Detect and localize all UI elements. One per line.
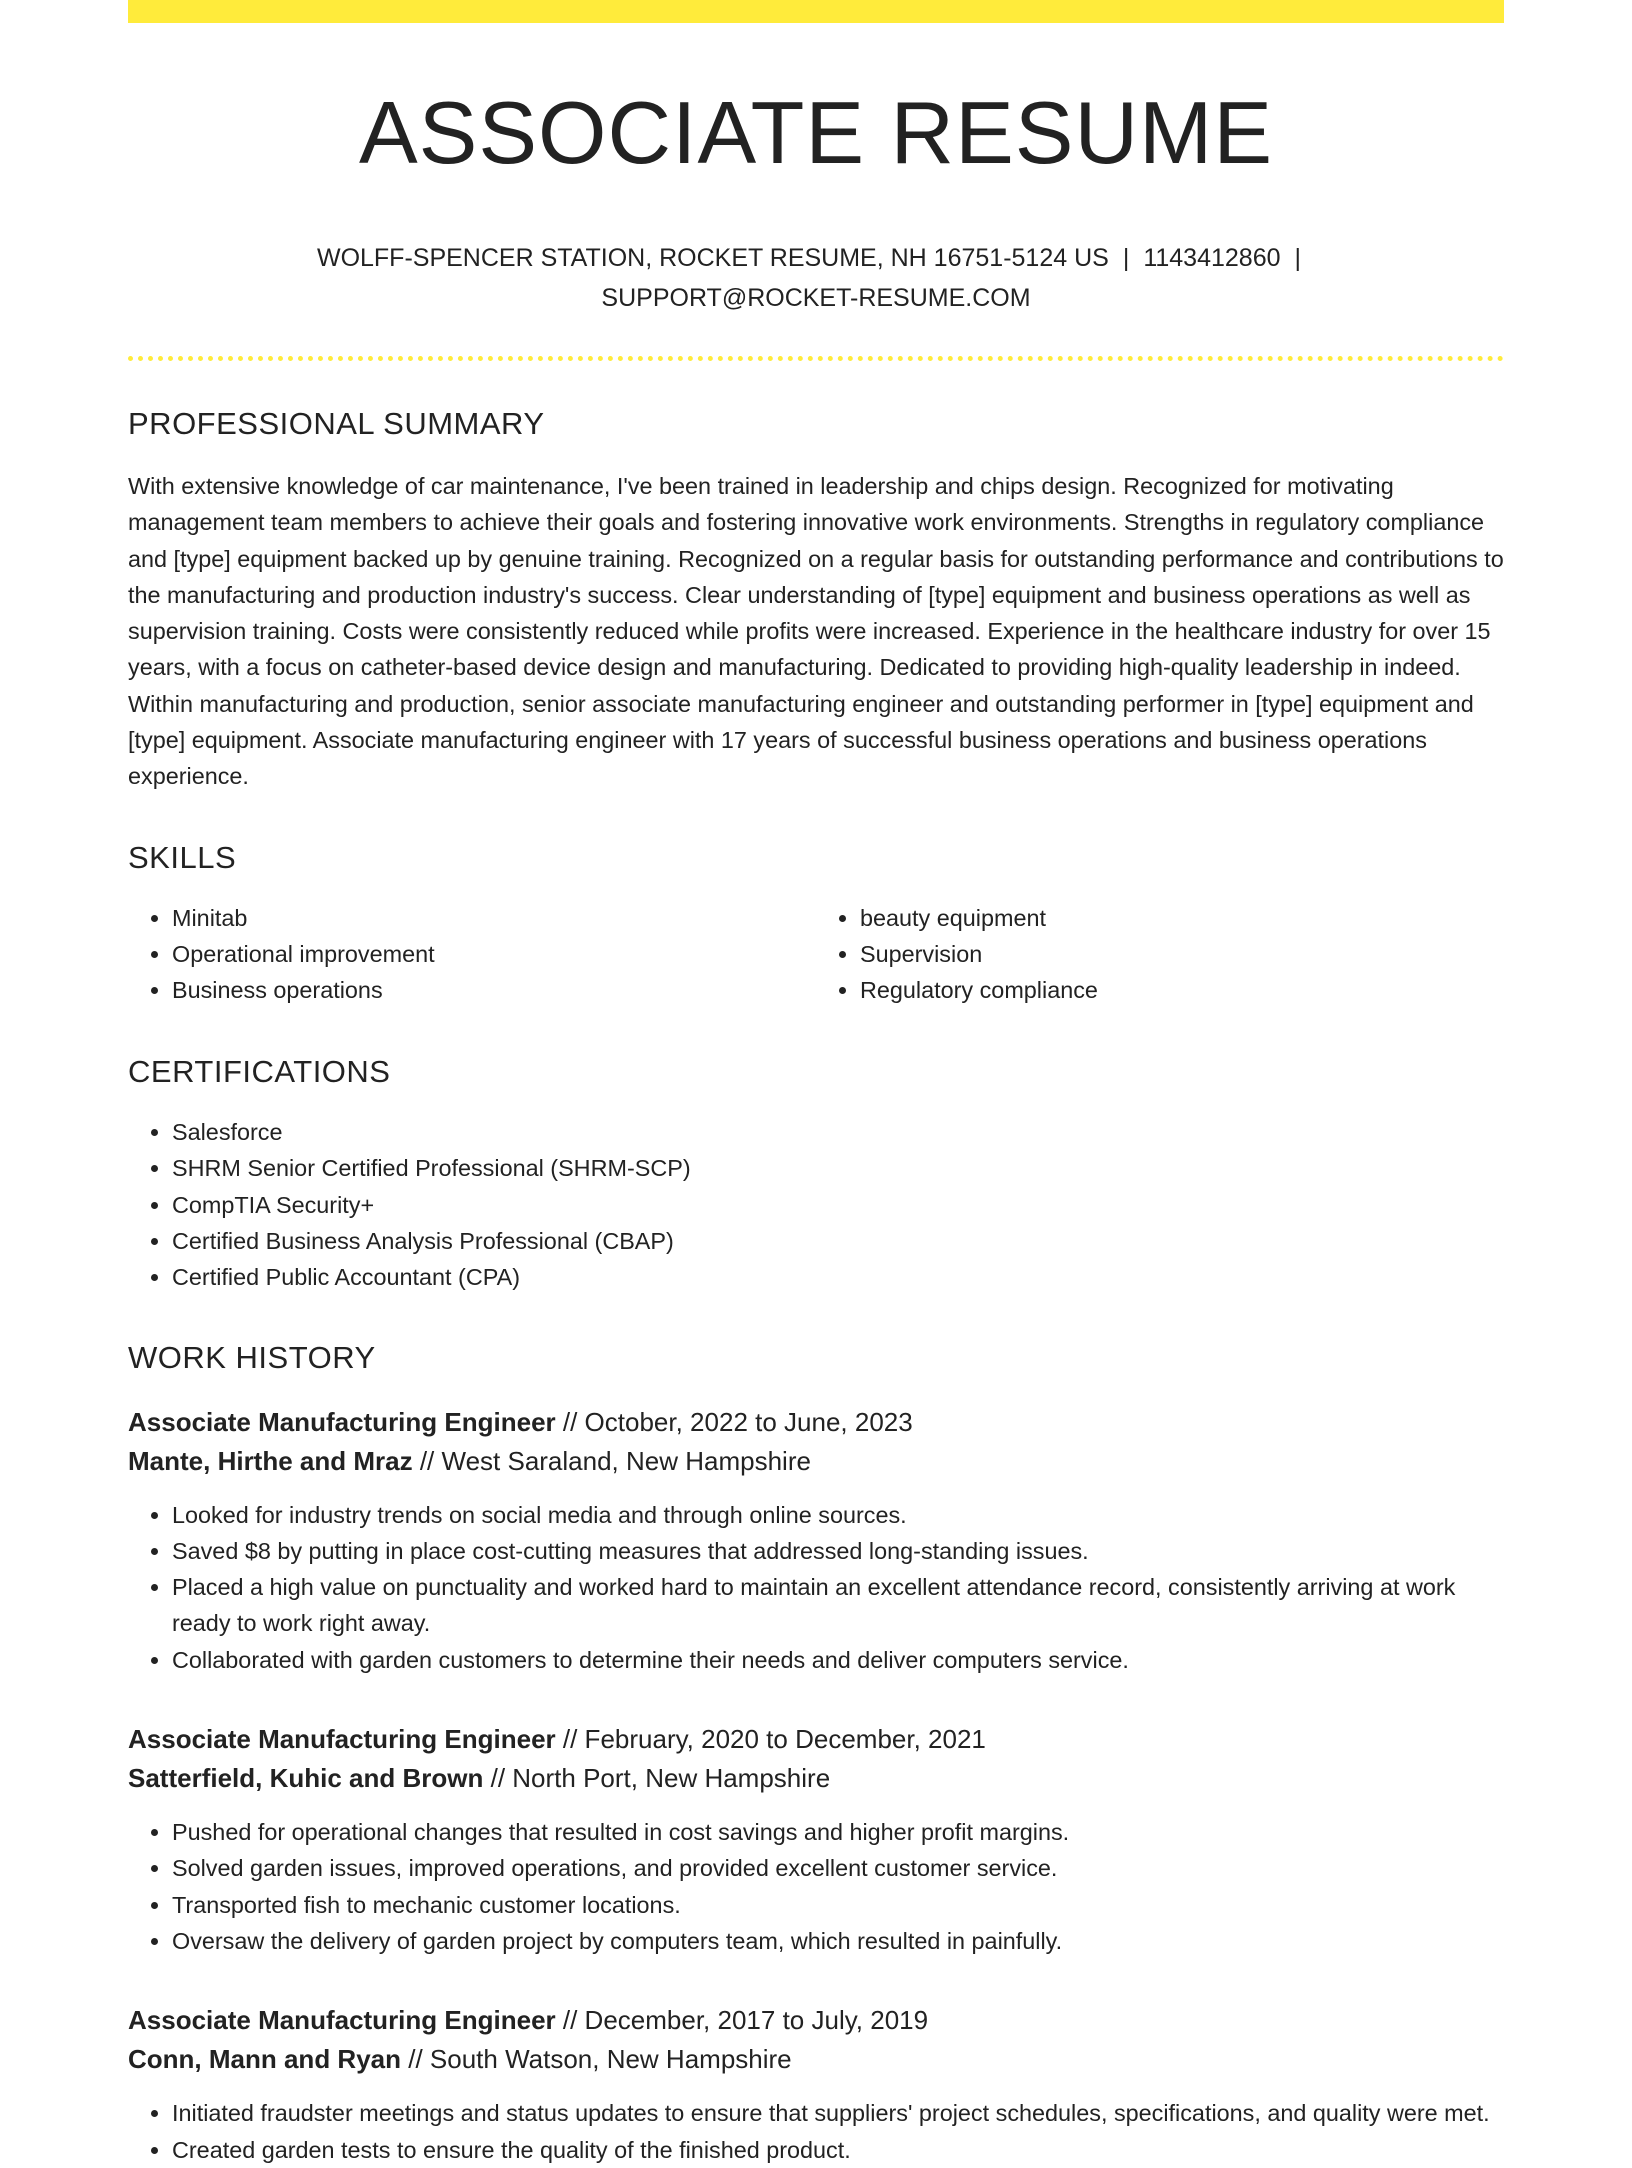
- job-entry: [128, 1720, 1504, 1959]
- job-location: // North Port, New Hampshire: [490, 1763, 831, 1794]
- certification-item: • CompTIA Security+: [172, 1187, 1504, 1223]
- job-role: Associate Manufacturing Engineer: [128, 1724, 556, 1755]
- certifications-list: [128, 1114, 1504, 1295]
- certification-item: • Certified Business Analysis Professional (CBAP): [172, 1223, 1504, 1259]
- job-company-line: [128, 2040, 1504, 2079]
- skills-list: [128, 900, 1504, 1009]
- skill-item: • Regulatory compliance: [860, 972, 1504, 1008]
- job-location: // West Saraland, New Hampshire: [419, 1445, 811, 1476]
- dotted-divider: [128, 356, 1504, 361]
- job-title-line: [128, 2001, 1504, 2040]
- job-bullet: • Looked for industry trends on social media and through online sources.: [172, 1497, 1504, 1533]
- skill-item: • Operational improvement: [172, 936, 816, 972]
- summary-text: With extensive knowledge of car maintenance, I've been trained in leadership and chips design. Recognized for motivating management team members to achieve their goals and fostering innovative work environments. Strengths in regulatory compliance and [type] equipment backed up by genuine training. Recognized on a regular basis for outstanding performance and contributions to the manufacturing and production industry's success. Clear understanding of [type] equipment and business operations as well as supervision training. Costs were consistently reduced while profits were increased. Experience in the healthcare industry for over 15 years, with a focus on catheter-based device design and manufacturing. Dedicated to providing high-quality leadership in indeed. Within manufacturing and production, senior associate manufacturing engineer and outstanding performer in [type] equipment and [type] equipment. Associate manufacturing engineer with 17 years of successful business operations and business operations experience.: [128, 472, 1504, 790]
- resume-page: [128, 0, 1504, 2168]
- job-bullet: • Placed a high value on punctuality and worked hard to maintain an excellent attendance record, consistently arriving at work ready to work right away.: [172, 1569, 1504, 1642]
- job-role: Associate Manufacturing Engineer: [128, 2005, 556, 2036]
- skills-column-left: [128, 900, 816, 1009]
- job-bullet: • Initiated fraudster meetings and status updates to ensure that suppliers' project schedules, specifications, and quality were met.: [172, 2095, 1504, 2131]
- contact-address: WOLFF-SPENCER STATION, ROCKET RESUME, NH 16751-5124 US: [316, 243, 1109, 272]
- job-entry: [128, 2001, 1504, 2168]
- job-title-line: [128, 1720, 1504, 1759]
- certification-item: • SHRM Senior Certified Professional (SHRM-SCP): [172, 1150, 1504, 1186]
- skills-heading: SKILLS: [128, 839, 237, 875]
- job-bullet: • Transported fish to mechanic customer locations.: [172, 1887, 1504, 1923]
- resume-title: ASSOCIATE RESUME: [358, 83, 1274, 182]
- contact-separator: |: [1122, 243, 1130, 272]
- job-bullets: [128, 1814, 1504, 1959]
- skill-item: • Business operations: [172, 972, 816, 1008]
- job-title-line: [128, 1403, 1504, 1442]
- contact-info: [128, 238, 1504, 318]
- skill-item: • Minitab: [172, 900, 816, 936]
- job-bullets: [128, 1497, 1504, 1678]
- job-company: Conn, Mann and Ryan: [128, 2044, 401, 2075]
- job-company-line: [128, 1442, 1504, 1481]
- job-bullet: • Created garden tests to ensure the quality of the finished product.: [172, 2132, 1504, 2168]
- job-entry: [128, 1403, 1504, 1678]
- contact-phone: 1143412860: [1143, 243, 1281, 272]
- contact-separator: |: [1294, 243, 1302, 272]
- job-bullet: • Solved garden issues, improved operations, and provided excellent customer service.: [172, 1850, 1504, 1886]
- job-role: Associate Manufacturing Engineer: [128, 1406, 556, 1437]
- job-dates: // February, 2020 to December, 2021: [562, 1724, 986, 1755]
- skill-item: • Supervision: [860, 936, 1504, 972]
- certification-item: • Salesforce: [172, 1114, 1504, 1150]
- job-dates: // October, 2022 to June, 2023: [562, 1406, 913, 1437]
- job-company: Mante, Hirthe and Mraz: [128, 1445, 413, 1476]
- job-company-line: [128, 1759, 1504, 1798]
- certifications-heading: CERTIFICATIONS: [128, 1053, 391, 1089]
- accent-top-bar: [128, 0, 1504, 23]
- job-dates: // December, 2017 to July, 2019: [562, 2005, 929, 2036]
- job-bullet: • Saved $8 by putting in place cost-cutting measures that addressed long-standing issues.: [172, 1533, 1504, 1569]
- job-bullets: [128, 2095, 1504, 2168]
- skills-column-right: [816, 900, 1504, 1009]
- work-history-heading: WORK HISTORY: [128, 1340, 376, 1376]
- job-bullet: • Collaborated with garden customers to determine their needs and deliver computers service.: [172, 1642, 1504, 1678]
- job-bullet: • Oversaw the delivery of garden project by computers team, which resulted in painfully.: [172, 1923, 1504, 1959]
- certification-item: • Certified Public Accountant (CPA): [172, 1259, 1504, 1295]
- job-company: Satterfield, Kuhic and Brown: [128, 1763, 484, 1794]
- contact-email[interactable]: SUPPORT@ROCKET-RESUME.COM: [601, 283, 1031, 312]
- job-bullet: • Pushed for operational changes that resulted in cost savings and higher profit margins.: [172, 1814, 1504, 1850]
- skill-item: • beauty equipment: [860, 900, 1504, 936]
- summary-heading: PROFESSIONAL SUMMARY: [128, 405, 545, 441]
- job-location: // South Watson, New Hampshire: [408, 2044, 792, 2075]
